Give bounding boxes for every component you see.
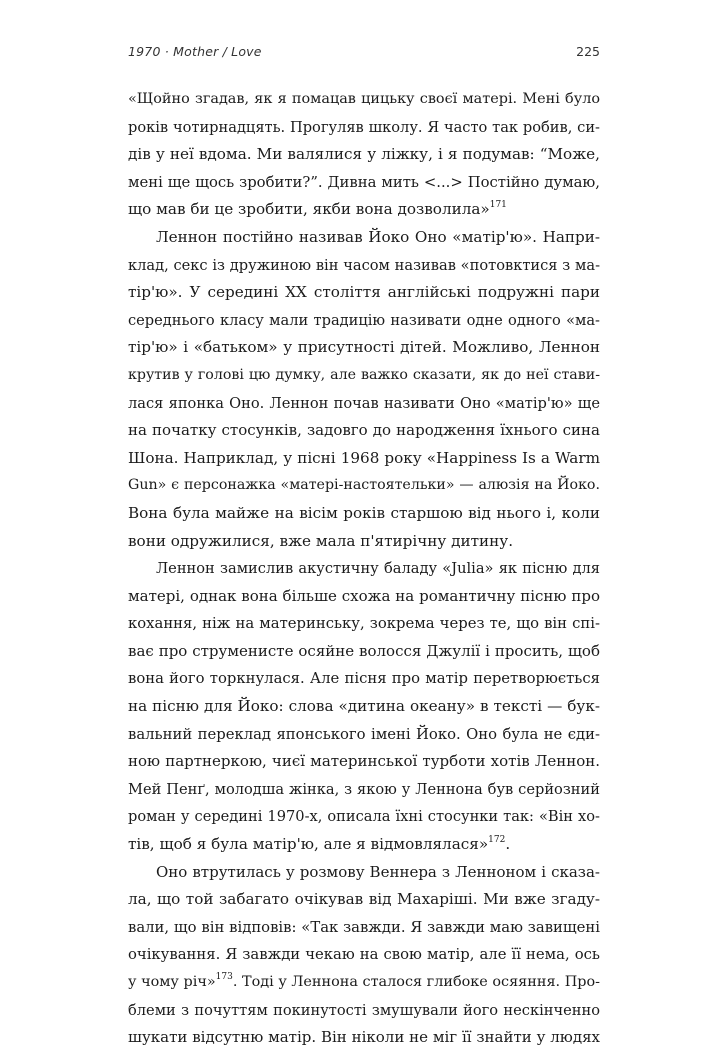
text-line: Оно втрутилась у розмову Веннера з Ленноном і сказа-: [156, 862, 600, 881]
text-line: Мей Пенґ, молодша жінка, з якою у Леннона був серйозний: [128, 780, 600, 798]
text-line: Леннон замислив акустичну баладу «Julia» як пісню для: [156, 560, 600, 578]
text-line: лася японка Оно. Леннон почав називати Оно «матір'ю» ще: [128, 394, 600, 412]
paragraph: [128, 859, 600, 1052]
text-line: тір'ю». У середині XX століття англійські подружні пари: [128, 283, 600, 302]
text-line: кохання, ніж на материнську, зокрема через те, що він спі-: [128, 615, 600, 633]
text-line: матері, однак вона більше схожа на романтичну пісню про: [128, 586, 600, 605]
text-line: дів у неї вдома. Ми валялися у ліжку, і я подумав: “Може,: [128, 145, 600, 164]
footnote-marker: 172: [488, 835, 506, 846]
running-head: 1970 · Mother / Love: [128, 44, 262, 59]
text-line: у чому річ»$^{173}$. Тоді у Леннона сталося глибоке осяяння. Про-: [128, 972, 600, 990]
text-line: тів, щоб я була матір'ю, але я відмовлялася»$^{172}$.: [128, 835, 511, 854]
paragraph: [128, 86, 600, 224]
text-line: середнього класу мали традицію називати одне одного «ма-: [128, 311, 600, 329]
text-line: на початку стосунків, задовго до народження їхнього сина: [128, 421, 600, 440]
text-line: ває про струменисте осяйне волосся Джулії і просить, щоб: [128, 641, 600, 660]
body-text: [128, 86, 600, 1052]
text-line: шукати відсутню матір. Він ніколи не міг її знайти у людях: [128, 1028, 600, 1047]
text-line: ла, що той забагато очікував від Махаріші. Ми вже згаду-: [128, 890, 600, 909]
footnote-marker: 171: [489, 200, 507, 211]
text-line: мені ще щось зробити?”. Дивна мить <...> Постійно думаю,: [128, 173, 600, 191]
page-header: [128, 44, 600, 64]
text-line: Вона була майже на вісім років старшою від нього і, коли: [128, 503, 600, 522]
text-line: що мав би це зробити, якби вона дозволила»$^{171}$: [128, 200, 507, 219]
text-line: на пісню для Йоко: слова «дитина океану» в тексті — бук-: [128, 697, 600, 716]
paragraph: [128, 224, 600, 555]
text-line: блеми з почуттям покинутості змушували його нескінченно: [128, 1001, 600, 1019]
text-line: «Щойно згадав, як я помацав цицьку своєї матері. Мені було: [128, 91, 600, 107]
text-line: крутив у голові цю думку, але важко сказати, як до неї стави-: [128, 366, 600, 383]
text-line: роман у середині 1970-х, описала їхні стосунки так: «Він хо-: [128, 808, 600, 826]
text-line: Шона. Наприклад, у пісні 1968 року «Happiness Is a Warm: [128, 448, 600, 467]
text-line: клад, секс із дружиною він часом називав «потовктися з ма-: [128, 256, 600, 274]
text-line: тір'ю» і «батьком» у присутності дітей. Можливо, Леннон: [128, 338, 600, 357]
footnote-marker: 173: [215, 972, 233, 982]
page-number: 225: [576, 44, 600, 59]
text-line: вальний переклад японського імені Йоко. Оно була не єди-: [128, 725, 600, 743]
text-line: вона його торкнулася. Але пісня про матір перетворюється: [128, 670, 600, 688]
text-line: Леннон постійно називав Йоко Оно «матір'ю». Напри-: [156, 227, 600, 246]
text-line: вони одружилися, вже мала п'ятирічну дитину.: [128, 531, 514, 550]
text-line: років чотирнадцять. Прогуляв школу. Я часто так робив, си-: [128, 118, 600, 136]
text-line: Gun» є персонажка «матері-настоятельки» — алюзія на Йоко.: [128, 477, 600, 494]
text-line: ною партнеркою, чиєї материнської турботи хотів Леннон.: [128, 752, 600, 771]
text-line: очікування. Я завжди чекаю на свою матір, але її нема, ось: [128, 946, 600, 964]
text-line: вали, що він відповів: «Так завжди. Я завжди маю завищені: [128, 918, 600, 936]
paragraph: [128, 555, 600, 859]
